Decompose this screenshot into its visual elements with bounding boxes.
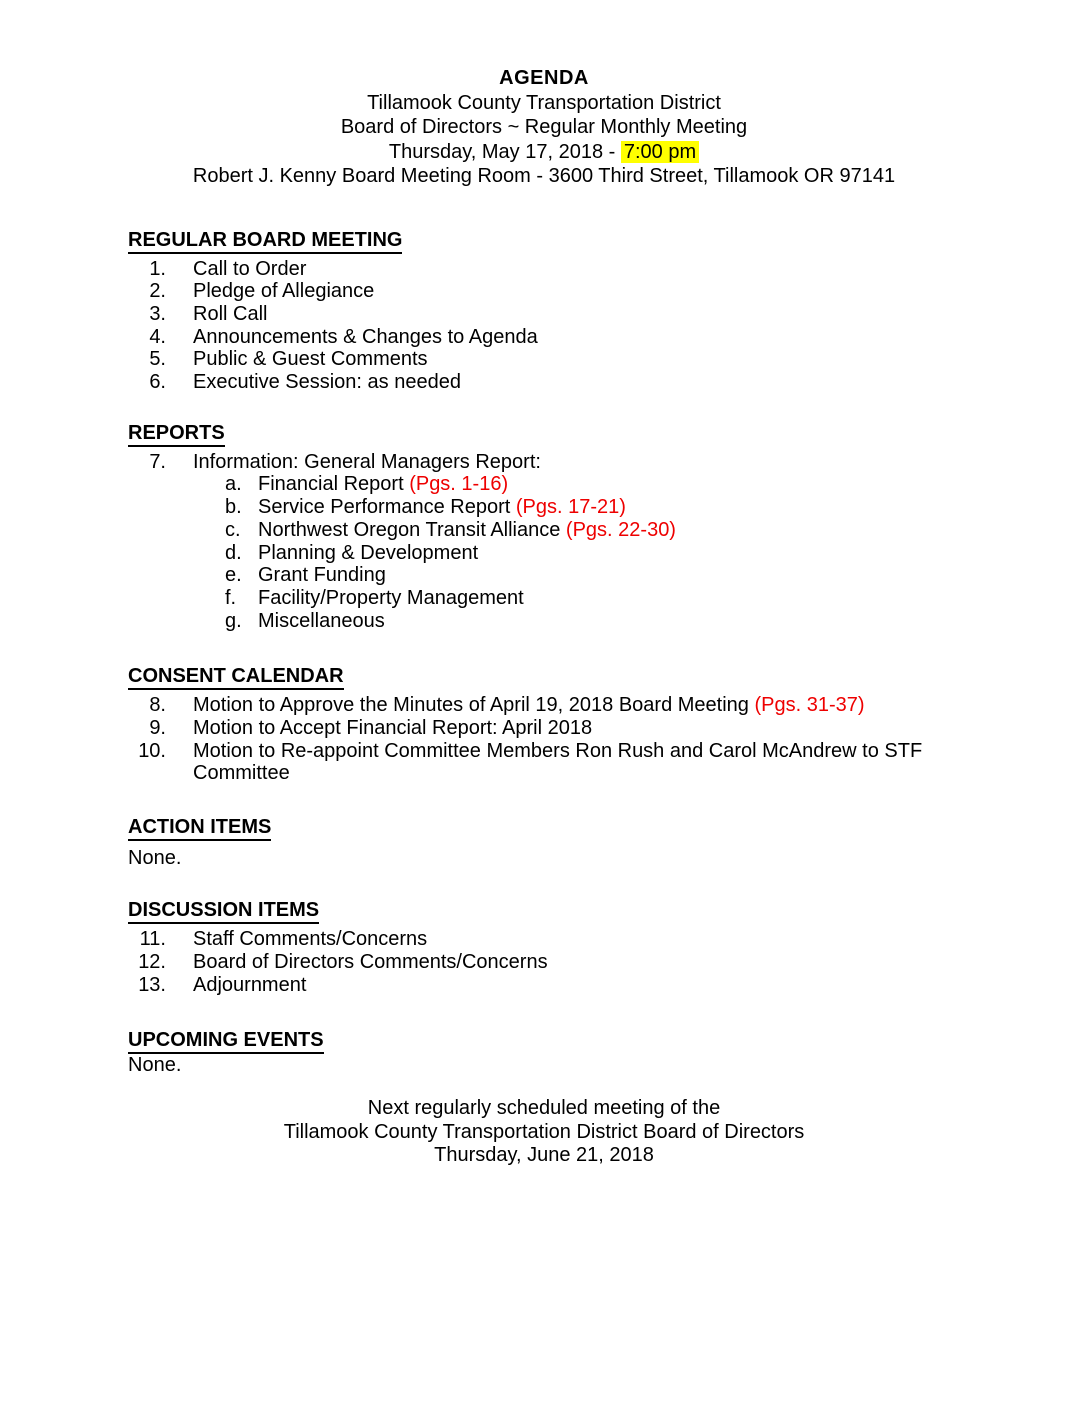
item-label: Motion to Accept Financial Report: April 2018: [193, 717, 593, 740]
report-subitem-g: [225, 610, 960, 633]
subitem-text: [258, 610, 960, 633]
next-meeting-line-3: Thursday, June 21, 2018: [434, 1144, 654, 1167]
agenda-item-1: [128, 258, 960, 281]
item-text: Roll Call: [193, 302, 268, 325]
section-heading-reports: REPORTS: [128, 422, 225, 447]
section-heading-regular-board-meeting: REGULAR BOARD MEETING: [128, 229, 402, 254]
agenda-item-13: [128, 974, 960, 997]
agenda-item-3: [128, 303, 960, 326]
item-number: 8.: [149, 694, 166, 717]
subitem-label: Planning & Development: [258, 541, 479, 564]
meeting-date: Thursday, May 17, 2018 -: [388, 140, 621, 163]
reports-list: [128, 451, 960, 633]
report-subitem-f: [225, 587, 960, 610]
next-meeting-line-1: Next regularly scheduled meeting of the: [367, 1097, 721, 1120]
item-number: 9.: [149, 717, 166, 740]
action-items-none: None.: [128, 847, 182, 870]
agenda-item-5: [128, 348, 960, 371]
next-meeting-notice: [128, 1097, 960, 1168]
subitem-label: Service Performance Report: [258, 496, 516, 519]
page-reference: (Pgs. 1-16): [409, 473, 509, 496]
agenda-item-12: [128, 951, 960, 974]
next-meeting-line-2: Tillamook County Transportation District Board of Directors: [283, 1120, 805, 1143]
item-number: 7.: [149, 450, 166, 473]
subitem-letter: f.: [225, 586, 237, 609]
item-text: Public & Guest Comments: [193, 348, 428, 371]
page-reference: (Pgs. 17-21): [515, 496, 626, 519]
subitem-text: [258, 587, 960, 610]
agenda-item-9: [128, 717, 960, 740]
consent-calendar-list: [128, 694, 960, 785]
section-action-items: [128, 816, 960, 870]
item-number: 1.: [149, 257, 166, 280]
subitem-text: [258, 564, 960, 587]
section-heading-action-items: ACTION ITEMS: [128, 816, 271, 841]
agenda-item-11: [128, 928, 960, 951]
item-text: [193, 740, 960, 785]
subitem-text: [258, 542, 960, 565]
item-number: 5.: [149, 348, 166, 371]
item-text: Pledge of Allegiance: [193, 280, 375, 303]
page-reference: (Pgs. 22-30): [565, 518, 676, 541]
page-reference: (Pgs. 31-37): [754, 694, 865, 717]
item-number: 4.: [149, 325, 166, 348]
item-number: 12.: [138, 950, 166, 973]
item-text: Announcements & Changes to Agenda: [193, 325, 538, 348]
subitem-label: Grant Funding: [258, 564, 386, 587]
subitem-text: [258, 519, 960, 542]
item-text: Information: General Managers Report:: [193, 450, 541, 473]
section-heading-discussion-items: DISCUSSION ITEMS: [128, 899, 319, 924]
item-number: 13.: [138, 973, 166, 996]
discussion-items-list: [128, 928, 960, 996]
agenda-item-7: [128, 451, 960, 474]
report-subitem-e: [225, 564, 960, 587]
section-consent-calendar: [128, 665, 960, 785]
report-subitem-a: [225, 473, 960, 496]
item-number: 10.: [138, 739, 166, 762]
section-reports: [128, 422, 960, 633]
subitem-letter: b.: [225, 496, 242, 519]
subitem-letter: e.: [225, 564, 242, 587]
item-text: [193, 717, 960, 740]
upcoming-events-none: None.: [128, 1054, 182, 1077]
item-text: Call to Order: [193, 257, 307, 280]
section-discussion-items: [128, 899, 960, 996]
subitem-letter: a.: [225, 473, 242, 496]
subitem-label: Financial Report: [258, 473, 410, 496]
subitem-label: Northwest Oregon Transit Alliance: [258, 518, 566, 541]
item-number: 11.: [139, 928, 166, 951]
subitem-letter: d.: [225, 541, 242, 564]
subitem-label: Miscellaneous: [258, 609, 385, 632]
agenda-item-10: [128, 740, 960, 785]
subitem-label: Facility/Property Management: [258, 586, 524, 609]
agenda-title: AGENDA: [499, 67, 589, 89]
report-subitem-d: [225, 542, 960, 565]
agenda-subtitle-district: Tillamook County Transportation District: [367, 91, 721, 114]
item-text: [193, 694, 960, 717]
agenda-subtitle-board: Board of Directors ~ Regular Monthly Meeting: [340, 116, 748, 138]
item-text: Adjournment: [193, 973, 307, 996]
section-heading-consent-calendar: CONSENT CALENDAR: [128, 665, 344, 690]
agenda-item-4: [128, 326, 960, 349]
report-subitem-c: [225, 519, 960, 542]
subitem-letter: g.: [225, 609, 242, 632]
item-text: Staff Comments/Concerns: [193, 928, 428, 951]
meeting-time-highlight: 7:00 pm: [621, 141, 699, 163]
document-header: [128, 66, 960, 189]
item-number: 3.: [149, 302, 166, 325]
item-text: Executive Session: as needed: [193, 371, 461, 394]
meeting-datetime-line: [128, 140, 960, 165]
subitem-text: [258, 473, 960, 496]
regular-board-meeting-list: [128, 258, 960, 394]
agenda-item-2: [128, 280, 960, 303]
item-number: 6.: [149, 371, 166, 394]
subitem-text: [258, 496, 960, 519]
report-subitem-b: [225, 496, 960, 519]
section-upcoming-events: [128, 1029, 960, 1077]
agenda-item-6: [128, 371, 960, 394]
subitem-letter: c.: [225, 518, 241, 541]
item-text: Board of Directors Comments/Concerns: [193, 950, 548, 973]
item-label: Motion to Approve the Minutes of April 19, 2018 Board Meeting: [193, 694, 755, 717]
item-label: Motion to Re-appoint Committee Members Ron Rush and Carol McAndrew to STF Committee: [193, 739, 923, 785]
agenda-item-8: [128, 694, 960, 717]
section-regular-board-meeting: [128, 229, 960, 394]
item-number: 2.: [149, 280, 166, 303]
meeting-location: Robert J. Kenny Board Meeting Room - 3600 Third Street, Tillamook OR 97141: [192, 165, 896, 187]
section-heading-upcoming-events: UPCOMING EVENTS: [128, 1029, 324, 1054]
